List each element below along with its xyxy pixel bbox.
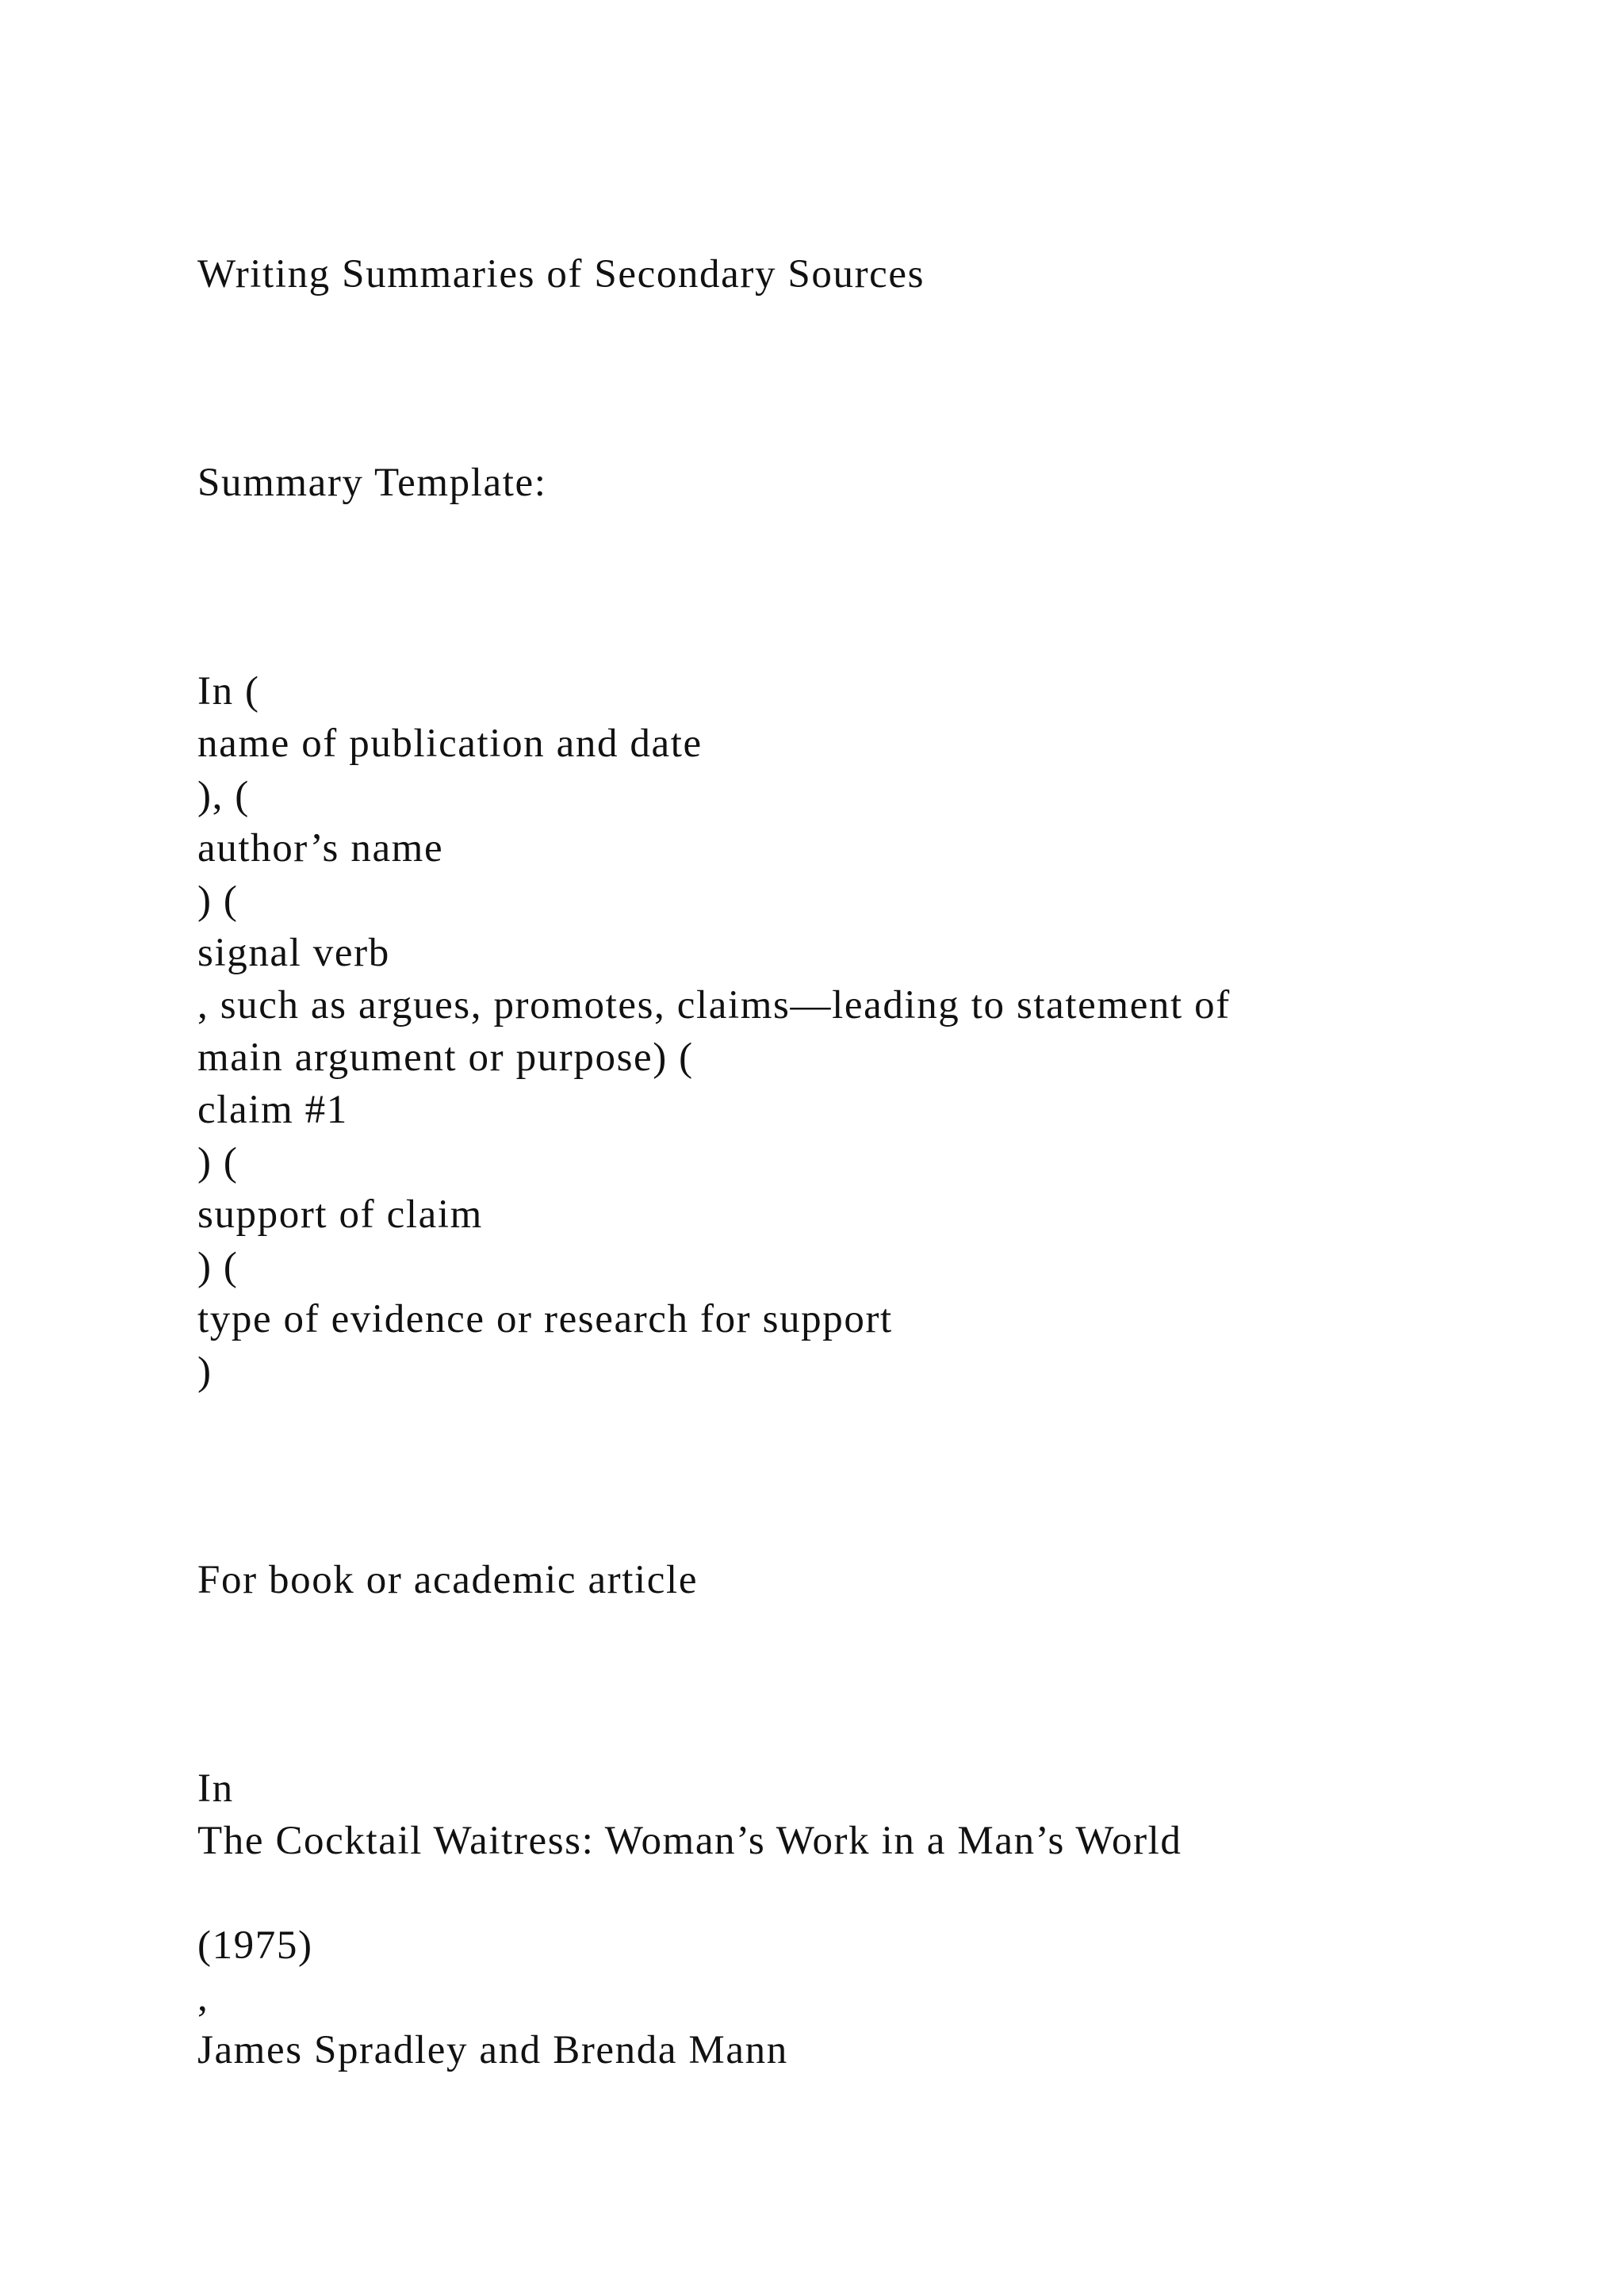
template-line: support of claim [197, 1192, 483, 1237]
template-line: In ( [197, 669, 260, 714]
template-line: ) ( [197, 878, 239, 923]
template-line: signal verb [197, 931, 390, 975]
template-line: ) ( [197, 1245, 239, 1289]
template-line: ), ( [197, 774, 250, 818]
example-line: In [197, 1766, 234, 1811]
template-line: main argument or purpose) ( [197, 1035, 694, 1080]
template-line: claim #1 [197, 1088, 348, 1132]
template-line: ) ( [197, 1140, 239, 1184]
example-line: The Cocktail Waitress: Woman’s Work in a Man’s World [197, 1819, 1182, 1863]
example-line: (1975) [197, 1923, 313, 1968]
template-line: , such as argues, promotes, claims—leading to statement of [197, 983, 1231, 1027]
template-line: ) [197, 1349, 213, 1394]
example-line: , [197, 1976, 209, 2020]
example-line: James Spradley and Brenda Mann [197, 2028, 788, 2072]
template-heading: Summary Template: [197, 461, 547, 505]
template-line: type of evidence or research for support [197, 1297, 893, 1341]
template-line: name of publication and date [197, 721, 703, 766]
template-line: author’s name [197, 826, 444, 871]
section-heading: For book or academic article [197, 1558, 699, 1602]
document-title: Writing Summaries of Secondary Sources [197, 252, 925, 297]
